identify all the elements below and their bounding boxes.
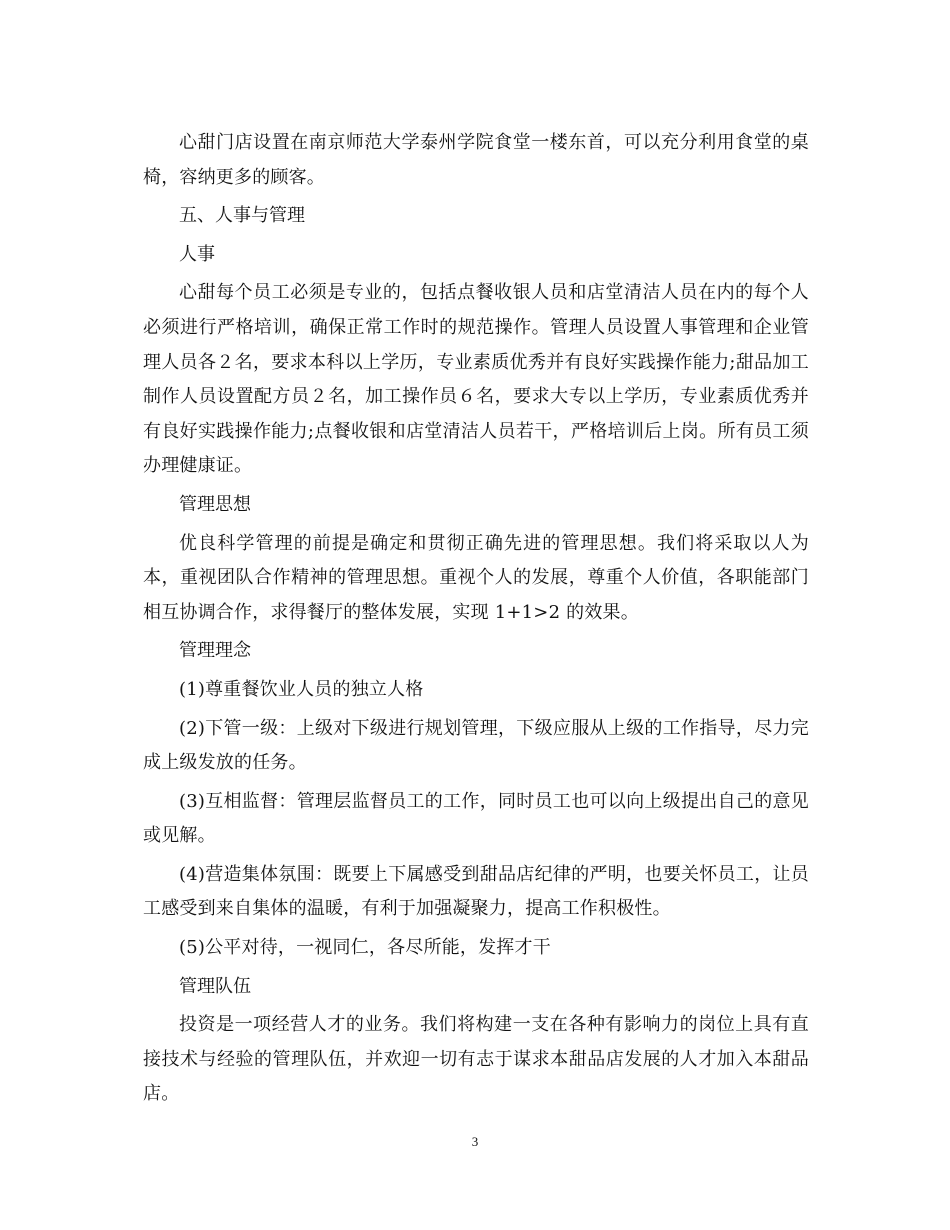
subheading-personnel: 人事 — [179, 243, 215, 265]
subheading-management-thought: 管理思想 — [179, 493, 251, 515]
list-item-4: (4)营造集体氛围：既要上下属感受到甜品店纪律的严明，也要关怀员工，让员工感受到来自集体的温暖，有利于加强凝聚力，提高工作积极性。 — [143, 863, 809, 920]
paragraph-management-thought: 优良科学管理的前提是确定和贯彻正确先进的管理思想。我们将采取以人为本，重视团队合作精神的管理思想。重视个人的发展，尊重个人价值，各职能部门相互协调合作，求得餐厅的整体发展，实现 1+1>2 的效果。 — [143, 532, 809, 623]
section-heading-personnel-management: 五、人事与管理 — [179, 205, 305, 227]
list-item-3: (3)互相监督：管理层监督员工的工作，同时员工也可以向上级提出自己的意见或见解。 — [143, 790, 809, 847]
paragraph-store-location: 心甜门店设置在南京师范大学泰州学院食堂一楼东首，可以充分利用食堂的桌椅，容纳更多的顾客。 — [143, 132, 809, 188]
document-body — [143, 126, 809, 1116]
paragraph-personnel: 心甜每个员工必须是专业的，包括点餐收银人员和店堂清洁人员在内的每个人必须进行严格培训，确保正常工作时的规范操作。管理人员设置人事管理和企业管理人员各２名，要求本科以上学历，专业素质优秀并有良好实践操作能力;甜品加工制作人员设置配方员２名，加工操作员６名，要求大专以上学历，专业素质优秀并有良好实践操作能力;点餐收银和店堂清洁人员若干，严格培训后上岗。所有员工须办理健康证。 — [143, 282, 809, 477]
list-item-1: (1)尊重餐饮业人员的独立人格 — [179, 678, 424, 700]
list-item-5: (5)公平对待，一视同仁，各尽所能，发挥才干 — [179, 937, 551, 959]
subheading-management-team: 管理队伍 — [179, 975, 251, 997]
page-number: 3 — [471, 1134, 479, 1149]
subheading-management-philosophy: 管理理念 — [179, 640, 251, 662]
list-item-2: (2)下管一级：上级对下级进行规划管理，下级应服从上级的工作指导，尽力完成上级发放的任务。 — [143, 717, 809, 774]
paragraph-management-team: 投资是一项经营人才的业务。我们将构建一支在各种有影响力的岗位上具有直接技术与经验的管理队伍，并欢迎一切有志于谋求本甜品店发展的人才加入本甜品店。 — [143, 1014, 809, 1105]
